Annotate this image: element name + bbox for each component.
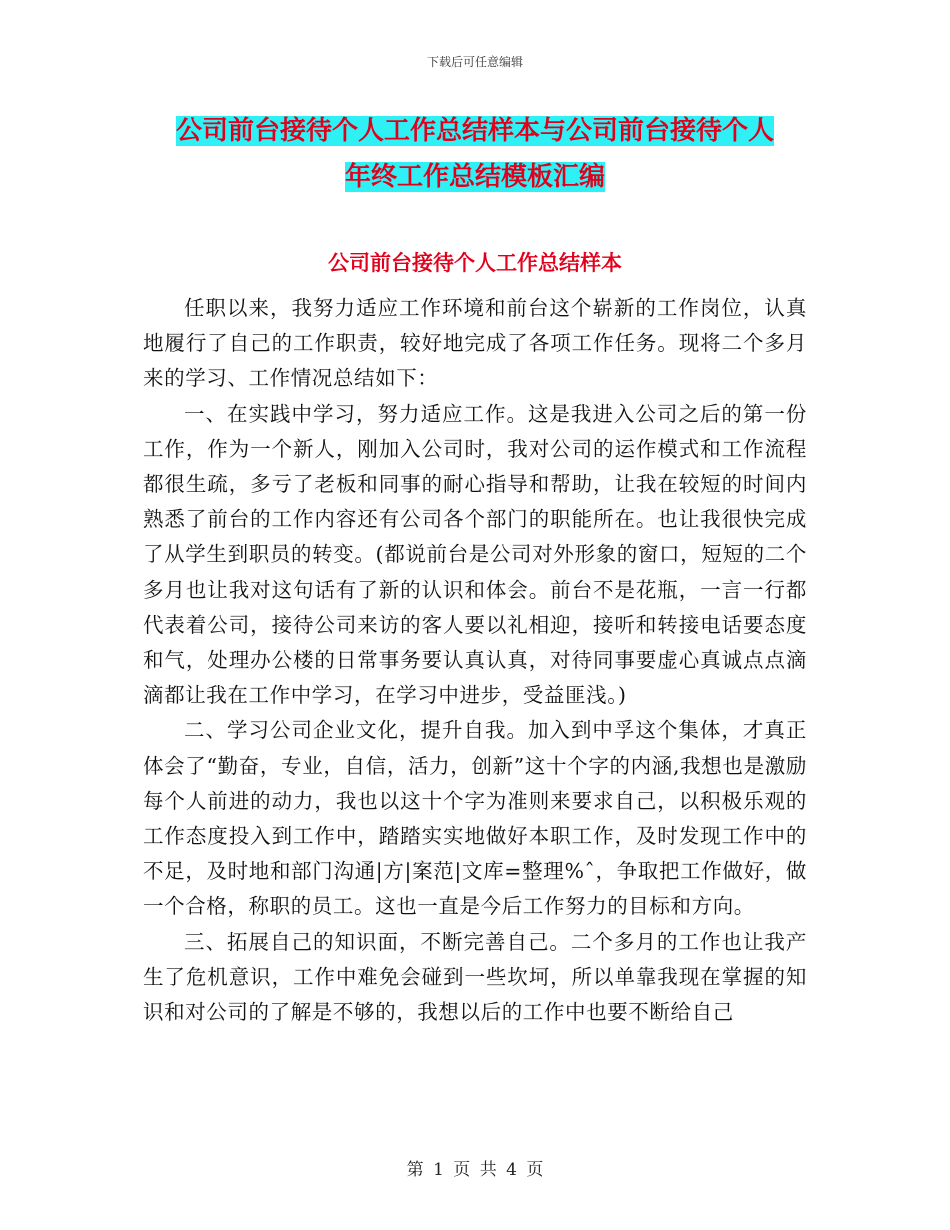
document-title <box>100 108 850 200</box>
document-body <box>143 291 807 1030</box>
page-header-note: 下载后可任意编辑 <box>426 55 523 69</box>
page-number-footer: 第 1 页 共 4 页 <box>406 1160 544 1180</box>
paragraph-3: 三、拓展自己的知识面，不断完善自己。二个多月的工作也让我产生了危机意识，工作中难免会碰到一些坎坷，所以单靠我现在掌握的知识和对公司的了解是不够的，我想以后的工作中也要不断给自己 <box>143 929 807 1025</box>
paragraph-2: 二、学习公司企业文化，提升自我。加入到中孚这个集体，才真正体会了“勤奋，专业，自信，活力，创新”这十个字的内涵,我想也是激励每个人前进的动力，我也以这十个字为准则来要求自己，以积极乐观的工作态度投入到工作中，踏踏实实地做好本职工作，及时发现工作中的不足，及时地和部门沟通|方|案范|文库=整理%ˆ，争取把工作做好，做一个合格，称职的员工。这也一直是今后工作努力的目标和方向。 <box>143 718 807 919</box>
paragraph-intro: 任职以来，我努力适应工作环境和前台这个崭新的工作岗位，认真地履行了自己的工作职责，较好地完成了各项工作任务。现将二个多月来的学习、工作情况总结如下： <box>143 296 807 391</box>
section-title: 公司前台接待个人工作总结样本 <box>328 251 622 275</box>
paragraph-1: 一、在实践中学习，努力适应工作。这是我进入公司之后的第一份工作，作为一个新人，刚加入公司时，我对公司的运作模式和工作流程都很生疏，多亏了老板和同事的耐心指导和帮助，让我在较短的时间内熟悉了前台的工作内容还有公司各个部门的职能所在。也让我很快完成了从学生到职员的转变。(都说前台是公司对外形象的窗口，短短的二个多月也让我对这句话有了新的认识和体会。前台不是花瓶，一言一行都代表着公司，接待公司来访的客人要以礼相迎，接听和转接电话要态度和气，处理办公楼的日常事务要认真认真，对待同事要虚心真诚点点滴滴都让我在工作中学习，在学习中进步，受益匪浅。) <box>143 401 807 708</box>
document-title-line-1: 公司前台接待个人工作总结样本与公司前台接待个人 <box>175 116 774 146</box>
document-title-line-2: 年终工作总结模板汇编 <box>344 162 605 192</box>
